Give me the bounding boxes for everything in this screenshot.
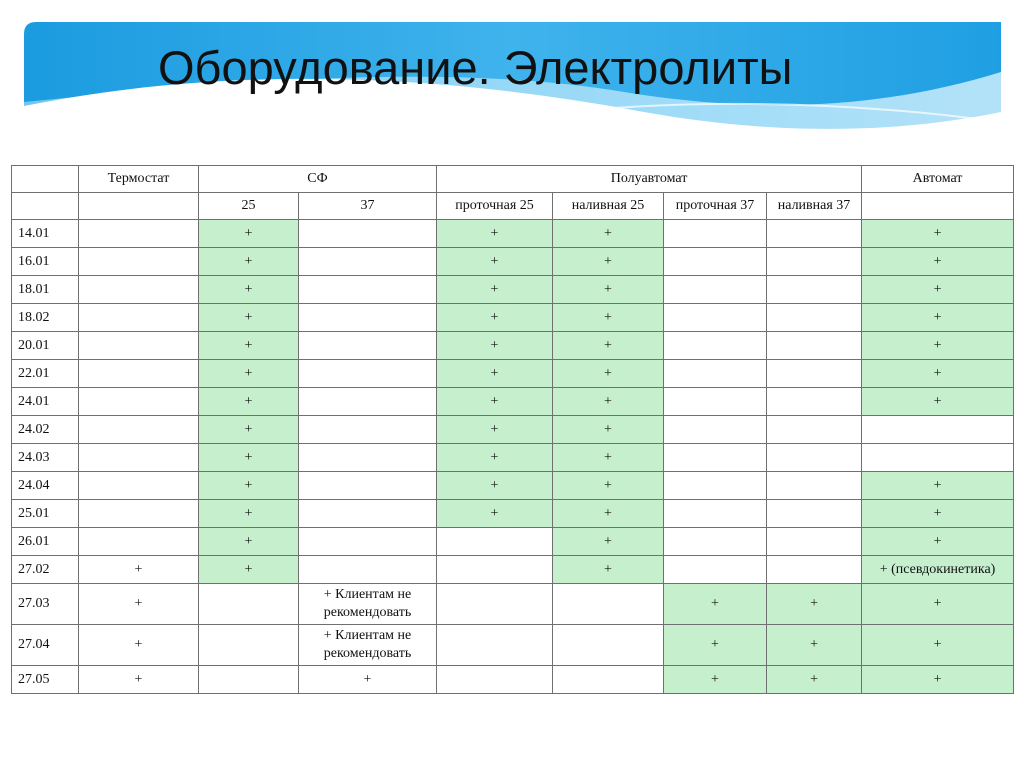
sub-header-empty	[862, 193, 1014, 220]
electrolyte-table	[11, 165, 1014, 694]
cell-fill-37	[767, 220, 862, 248]
date-cell: 25.01	[12, 500, 79, 528]
table-row	[12, 500, 1014, 528]
cell-sf-25: +	[199, 416, 299, 444]
table-row	[12, 388, 1014, 416]
cell-fill-25	[553, 584, 664, 625]
cell-sf-25: +	[199, 444, 299, 472]
cell-flow-25: +	[437, 388, 553, 416]
sub-header-flow-37: проточная 37	[664, 193, 767, 220]
cell-flow-25	[437, 625, 553, 666]
cell-sf-37	[299, 360, 437, 388]
cell-flow-37	[664, 444, 767, 472]
cell-flow-37	[664, 500, 767, 528]
cell-flow-37	[664, 556, 767, 584]
cell-auto: +	[862, 666, 1014, 694]
table-row	[12, 220, 1014, 248]
cell-fill-25	[553, 625, 664, 666]
cell-fill-25: +	[553, 472, 664, 500]
cell-flow-25: +	[437, 304, 553, 332]
cell-sf-25	[199, 625, 299, 666]
date-cell: 24.04	[12, 472, 79, 500]
cell-sf-25: +	[199, 556, 299, 584]
cell-flow-25: +	[437, 360, 553, 388]
cell-sf-25: +	[199, 248, 299, 276]
date-cell: 27.03	[12, 584, 79, 625]
cell-flow-25	[437, 666, 553, 694]
table-row	[12, 248, 1014, 276]
date-cell: 27.04	[12, 625, 79, 666]
sub-header-sf-25: 25	[199, 193, 299, 220]
table-row	[12, 528, 1014, 556]
cell-sf-25: +	[199, 388, 299, 416]
cell-fill-37	[767, 556, 862, 584]
corner-cell	[12, 166, 79, 193]
cell-flow-25: +	[437, 276, 553, 304]
sub-header-fill-25: наливная 25	[553, 193, 664, 220]
table-row	[12, 444, 1014, 472]
date-cell: 22.01	[12, 360, 79, 388]
cell-fill-37	[767, 332, 862, 360]
corner-cell	[12, 193, 79, 220]
cell-fill-25: +	[553, 416, 664, 444]
cell-sf-25: +	[199, 528, 299, 556]
cell-auto: +	[862, 388, 1014, 416]
header-thermostat: Термостат	[79, 166, 199, 193]
date-cell: 27.05	[12, 666, 79, 694]
cell-fill-37	[767, 388, 862, 416]
cell-flow-37	[664, 416, 767, 444]
cell-auto: +	[862, 360, 1014, 388]
cell-flow-37	[664, 528, 767, 556]
cell-auto: +	[862, 584, 1014, 625]
cell-flow-25: +	[437, 332, 553, 360]
cell-auto: +	[862, 276, 1014, 304]
cell-thermostat	[79, 500, 199, 528]
cell-sf-25: +	[199, 332, 299, 360]
cell-flow-37	[664, 220, 767, 248]
cell-sf-37	[299, 444, 437, 472]
group-header-row	[12, 166, 1014, 193]
cell-sf-37	[299, 220, 437, 248]
date-cell: 16.01	[12, 248, 79, 276]
cell-fill-25: +	[553, 500, 664, 528]
cell-sf-25: +	[199, 472, 299, 500]
date-cell: 26.01	[12, 528, 79, 556]
cell-thermostat	[79, 276, 199, 304]
table-row	[12, 472, 1014, 500]
header-semiauto: Полуавтомат	[437, 166, 862, 193]
date-cell: 18.01	[12, 276, 79, 304]
date-cell: 18.02	[12, 304, 79, 332]
cell-fill-37: +	[767, 666, 862, 694]
cell-sf-37	[299, 528, 437, 556]
date-cell: 20.01	[12, 332, 79, 360]
cell-sf-25	[199, 584, 299, 625]
cell-thermostat	[79, 360, 199, 388]
cell-flow-37	[664, 360, 767, 388]
cell-fill-25: +	[553, 360, 664, 388]
cell-auto: +	[862, 304, 1014, 332]
sub-header-row	[12, 193, 1014, 220]
cell-sf-25: +	[199, 220, 299, 248]
table-row	[12, 360, 1014, 388]
table-row	[12, 276, 1014, 304]
cell-sf-25: +	[199, 276, 299, 304]
cell-thermostat	[79, 220, 199, 248]
cell-flow-37: +	[664, 666, 767, 694]
cell-fill-37	[767, 304, 862, 332]
cell-thermostat	[79, 416, 199, 444]
cell-flow-37	[664, 276, 767, 304]
cell-sf-37	[299, 248, 437, 276]
cell-sf-37	[299, 472, 437, 500]
cell-thermostat	[79, 444, 199, 472]
cell-auto	[862, 416, 1014, 444]
cell-fill-37	[767, 472, 862, 500]
table-row	[12, 416, 1014, 444]
cell-thermostat	[79, 304, 199, 332]
cell-flow-37	[664, 332, 767, 360]
cell-sf-37	[299, 332, 437, 360]
table-row	[12, 666, 1014, 694]
cell-thermostat	[79, 248, 199, 276]
cell-auto: +	[862, 625, 1014, 666]
cell-flow-25: +	[437, 220, 553, 248]
cell-flow-37: +	[664, 625, 767, 666]
cell-sf-25	[199, 666, 299, 694]
cell-sf-37: + Клиентам не рекомендовать	[299, 584, 437, 625]
cell-thermostat: +	[79, 556, 199, 584]
cell-fill-37: +	[767, 584, 862, 625]
cell-sf-37	[299, 304, 437, 332]
cell-flow-25: +	[437, 472, 553, 500]
cell-fill-37	[767, 416, 862, 444]
cell-flow-25	[437, 584, 553, 625]
table-row	[12, 304, 1014, 332]
cell-auto	[862, 444, 1014, 472]
cell-auto: +	[862, 248, 1014, 276]
cell-thermostat	[79, 332, 199, 360]
cell-sf-25: +	[199, 304, 299, 332]
cell-fill-37	[767, 360, 862, 388]
cell-sf-37: +	[299, 666, 437, 694]
cell-fill-37	[767, 248, 862, 276]
cell-fill-37	[767, 276, 862, 304]
cell-fill-25: +	[553, 444, 664, 472]
header-sf: СФ	[199, 166, 437, 193]
cell-sf-25: +	[199, 360, 299, 388]
cell-auto: +	[862, 220, 1014, 248]
cell-auto: + (псевдокинетика)	[862, 556, 1014, 584]
cell-fill-25: +	[553, 304, 664, 332]
cell-fill-25: +	[553, 220, 664, 248]
cell-fill-25: +	[553, 276, 664, 304]
cell-flow-25: +	[437, 416, 553, 444]
cell-flow-37	[664, 248, 767, 276]
cell-fill-37	[767, 500, 862, 528]
table-body	[12, 220, 1014, 694]
cell-thermostat	[79, 528, 199, 556]
cell-fill-37	[767, 444, 862, 472]
cell-fill-25: +	[553, 332, 664, 360]
cell-flow-37	[664, 388, 767, 416]
cell-flow-37: +	[664, 584, 767, 625]
date-cell: 24.01	[12, 388, 79, 416]
date-cell: 24.02	[12, 416, 79, 444]
date-cell: 14.01	[12, 220, 79, 248]
sub-header-fill-37: наливная 37	[767, 193, 862, 220]
cell-auto: +	[862, 472, 1014, 500]
cell-fill-37: +	[767, 625, 862, 666]
header-auto: Автомат	[862, 166, 1014, 193]
sub-header-flow-25: проточная 25	[437, 193, 553, 220]
date-cell: 24.03	[12, 444, 79, 472]
cell-fill-25: +	[553, 556, 664, 584]
cell-flow-25: +	[437, 444, 553, 472]
sub-header-sf-37: 37	[299, 193, 437, 220]
cell-fill-25: +	[553, 248, 664, 276]
cell-fill-37	[767, 528, 862, 556]
cell-sf-37	[299, 276, 437, 304]
cell-sf-37	[299, 388, 437, 416]
cell-fill-25: +	[553, 528, 664, 556]
table-row	[12, 556, 1014, 584]
cell-sf-25: +	[199, 500, 299, 528]
cell-sf-37	[299, 500, 437, 528]
cell-sf-37: + Клиентам не рекомендовать	[299, 625, 437, 666]
cell-thermostat	[79, 472, 199, 500]
cell-sf-37	[299, 556, 437, 584]
cell-flow-25	[437, 528, 553, 556]
cell-auto: +	[862, 500, 1014, 528]
cell-auto: +	[862, 528, 1014, 556]
slide-title: Оборудование. Электролиты	[158, 41, 793, 94]
cell-thermostat: +	[79, 584, 199, 625]
cell-flow-37	[664, 304, 767, 332]
cell-sf-37	[299, 416, 437, 444]
cell-fill-25	[553, 666, 664, 694]
date-cell: 27.02	[12, 556, 79, 584]
cell-flow-25: +	[437, 500, 553, 528]
cell-thermostat: +	[79, 625, 199, 666]
cell-auto: +	[862, 332, 1014, 360]
cell-fill-25: +	[553, 388, 664, 416]
table-row	[12, 584, 1014, 625]
cell-flow-25	[437, 556, 553, 584]
cell-thermostat: +	[79, 666, 199, 694]
cell-flow-25: +	[437, 248, 553, 276]
sub-header-empty	[79, 193, 199, 220]
cell-thermostat	[79, 388, 199, 416]
table-row	[12, 332, 1014, 360]
cell-flow-37	[664, 472, 767, 500]
table-row	[12, 625, 1014, 666]
